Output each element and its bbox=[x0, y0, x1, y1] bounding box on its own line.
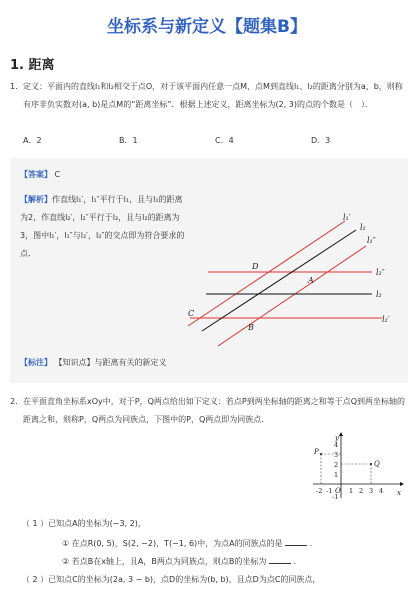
question-2-number: 2. bbox=[10, 397, 18, 406]
option-d[interactable]: D．3 bbox=[311, 136, 331, 145]
part-1-sub-1-text: ① 在点R(0, 5)，S(2, −2)，T(−1, 6)中，为点A的同族点的是 bbox=[62, 539, 283, 548]
answer-tag: 【答案】 bbox=[20, 170, 52, 179]
x-tick-1: 1 bbox=[349, 487, 354, 495]
part-1-sub-2: ② 若点B在x轴上，且A，B两点为同族点，则点B的坐标为 ． bbox=[62, 557, 302, 566]
y-tick-4: 4 bbox=[334, 441, 339, 449]
label-p: P bbox=[314, 448, 319, 456]
origin-label: O bbox=[335, 487, 341, 495]
coordinate-figure bbox=[305, 432, 405, 504]
y-tick-1: 1 bbox=[334, 471, 339, 479]
analysis-tag: 【解析】 bbox=[20, 195, 52, 204]
label-d: D bbox=[252, 262, 259, 271]
part-1: （ 1 ）已知点A的坐标为(−3, 2)， bbox=[22, 519, 146, 528]
point-q bbox=[370, 463, 372, 465]
line-l1 bbox=[202, 230, 356, 331]
y-tick-2: 2 bbox=[334, 461, 339, 469]
note-row bbox=[20, 357, 167, 368]
label-a: A bbox=[308, 276, 314, 285]
page-title: 坐标系与新定义【题集B】 bbox=[107, 17, 307, 37]
option-c[interactable]: C．4 bbox=[215, 136, 234, 145]
label-l2-double-prime: l₂″ bbox=[376, 268, 385, 277]
answer-row bbox=[20, 169, 60, 180]
y-tick-3: 3 bbox=[334, 451, 339, 459]
part-1-sub-2-text: ② 若点B在x轴上，且A，B两点为同族点，则点B的坐标为 bbox=[62, 557, 267, 566]
question-1-text: 定义：平面内的直线l₁和l₂相交于点O，对于该平面内任意一点M，点M到直线l₁、l₂的距离分别为a、b，则称有序非负实数对(a, b)是点M的“距离坐标”．根据上述定义，距离坐标为(2, 3)的点的个数是（ ）． bbox=[23, 82, 403, 109]
question-1 bbox=[10, 78, 408, 114]
label-l2: l₂ bbox=[376, 290, 382, 299]
x-tick-m2: -2 bbox=[316, 487, 323, 495]
label-l1-prime: l₁′ bbox=[343, 213, 351, 222]
y-axis-label: y bbox=[335, 434, 339, 442]
label-l1: l₁ bbox=[360, 223, 366, 232]
question-2 bbox=[10, 393, 408, 429]
label-l2-prime: l₂′ bbox=[382, 315, 390, 324]
part-2: （ 2 ）已知点C的坐标为(2a, 3 − b)，点D的坐标为(b, b)，且点D为点C的同族点， bbox=[22, 575, 321, 584]
x-tick-m1: -1 bbox=[326, 487, 333, 495]
answer-blank-1[interactable] bbox=[285, 537, 307, 546]
option-b[interactable]: B．1 bbox=[119, 136, 138, 145]
answer-blank-2[interactable] bbox=[269, 555, 291, 564]
part-1-sub-1: ① 在点R(0, 5)，S(2, −2)，T(−1, 6)中，为点A的同族点的是 ． bbox=[62, 539, 318, 548]
x-tick-3: 3 bbox=[369, 487, 374, 495]
solution-panel bbox=[10, 158, 408, 383]
label-b: B bbox=[248, 323, 254, 332]
note-value: 【知识点】与距离有关的新定义 bbox=[54, 358, 167, 367]
x-axis-label: x bbox=[397, 489, 401, 497]
question-2-text: 在平面直角坐标系xOy中，对于P，Q两点给出如下定义：若点P到两坐标轴的距离之和等于点Q到两坐标轴的距离之和，则称P，Q两点为同族点，下图中的P，Q两点即为同族点． bbox=[23, 397, 406, 424]
distance-figure bbox=[10, 188, 408, 378]
x-tick-4: 4 bbox=[379, 487, 384, 495]
line-l1-double-prime bbox=[218, 246, 366, 346]
label-q: Q bbox=[374, 460, 380, 468]
answer-value: C bbox=[54, 170, 61, 179]
label-c: C bbox=[188, 309, 195, 318]
line-l1-prime bbox=[188, 221, 345, 326]
option-a[interactable]: A．2 bbox=[23, 136, 42, 145]
analysis-text: 作直线l₁′，l₁″平行于l₁，且与l₁的距离为2，作直线l₂′，l₂″平行于l₂，且与l₂的距离为3，图中l₁′，l₁″与l₂′，l₂″的交点即为符合要求的点． bbox=[20, 195, 185, 258]
section-heading: 1. 距离 bbox=[10, 58, 55, 73]
question-1-number: 1. bbox=[10, 82, 18, 91]
y-tick-m1: -1 bbox=[332, 493, 339, 501]
point-p bbox=[320, 453, 322, 455]
label-l1-double-prime: l₁″ bbox=[367, 236, 376, 245]
note-tag: 【标注】 bbox=[20, 358, 52, 367]
x-tick-2: 2 bbox=[359, 487, 364, 495]
